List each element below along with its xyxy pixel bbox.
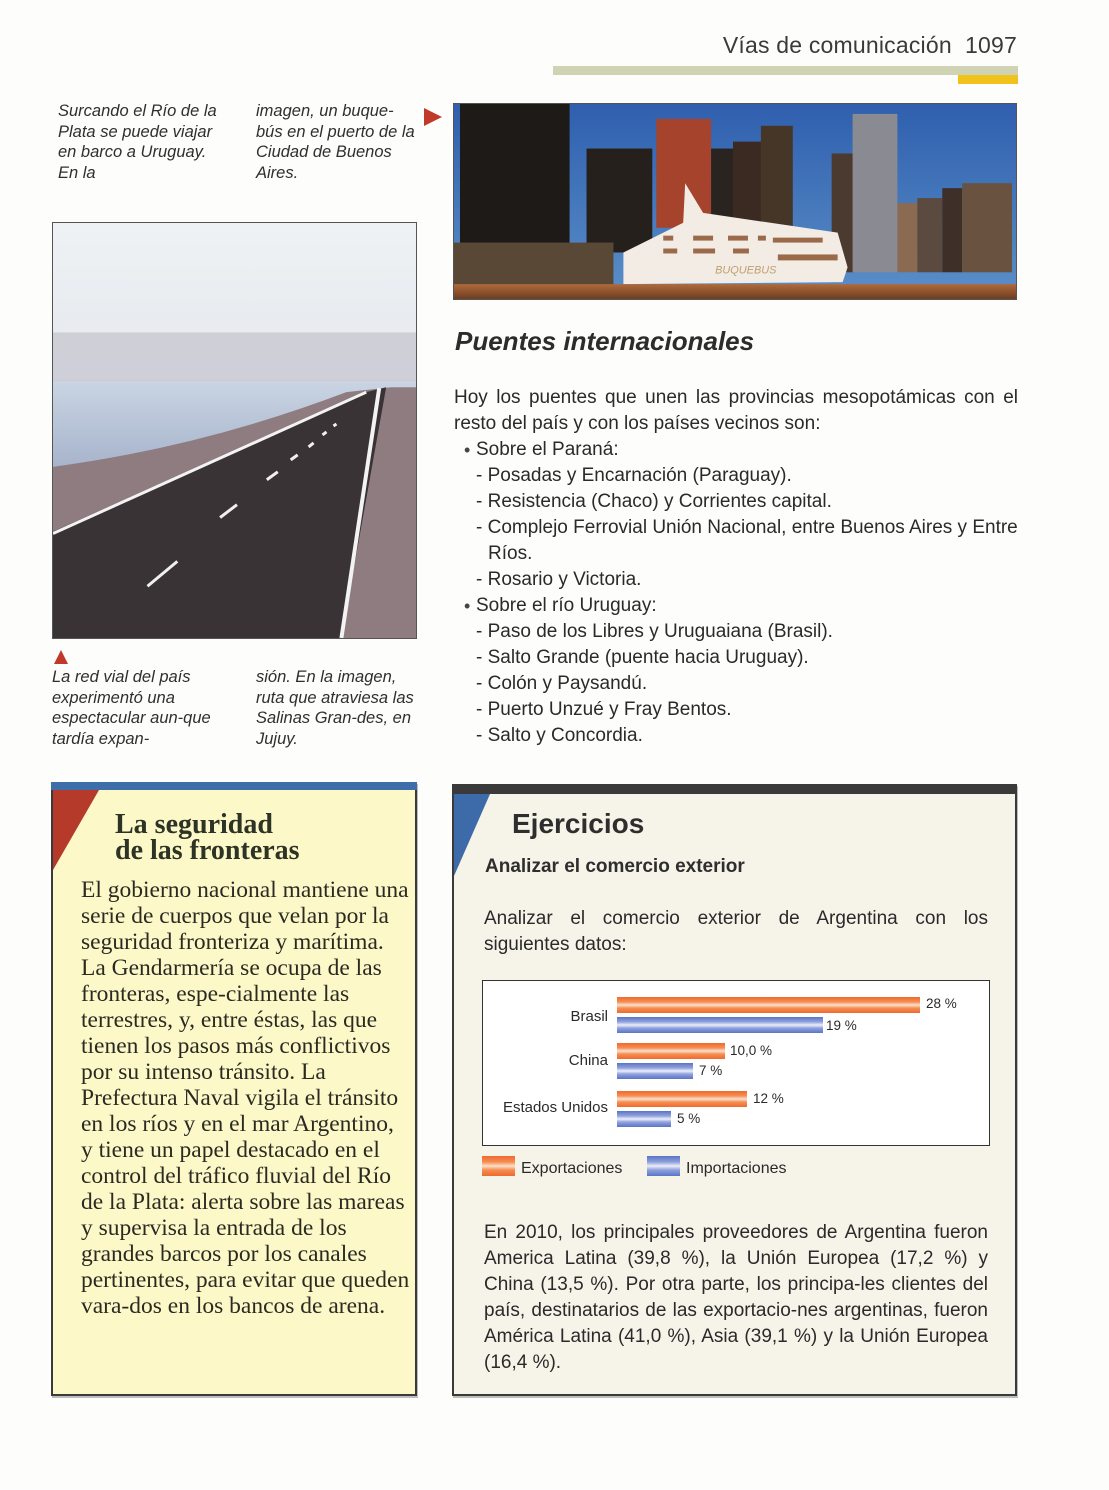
triangle-right-icon (424, 108, 442, 126)
road-caption-col1: La red vial del país experimentó una espectacular aun-que tardía expan- (52, 668, 211, 748)
road-caption-col2: sión. En la imagen, ruta que atraviesa las Salinas Gran-des, en Jujuy. (256, 668, 414, 748)
legend-label: Importaciones (686, 1160, 787, 1177)
legend-label: Exportaciones (521, 1160, 623, 1177)
box-title (115, 809, 300, 866)
exercise-box (452, 784, 1017, 1396)
puentes-intro: Hoy los puentes que unen las provincias mesopotámicas con el resto del país y con los países vecinos son: (454, 387, 1018, 434)
list-item: - Resistencia (Chaco) y Corrientes capital. (476, 491, 832, 512)
bar-brasil-exportaciones (617, 997, 920, 1013)
legend-swatch-blue (647, 1156, 680, 1176)
header-accent-bar (958, 75, 1018, 84)
section-heading-puentes: Puentes internacionales (455, 326, 755, 356)
exercise-title: Ejercicios (512, 808, 645, 839)
trade-bar-chart (482, 980, 990, 1146)
list-item: - Paso de los Libres y Uruguaiana (Brasil). (476, 621, 833, 642)
bar-value: 10,0 % (730, 1043, 773, 1058)
bar-china-exportaciones (617, 1043, 725, 1059)
list-item: - Colón y Paysandú. (476, 673, 648, 694)
header-rule (553, 66, 1018, 75)
list-item: - Salto Grande (puente hacia Uruguay). (476, 647, 809, 668)
legend-swatch-orange (482, 1156, 515, 1176)
bridges-list (454, 437, 1024, 749)
triangle-up-icon (54, 650, 68, 664)
bar-value: 7 % (699, 1063, 723, 1078)
bar-value: 12 % (753, 1091, 784, 1106)
box-corner-accent (53, 790, 99, 870)
running-head (723, 32, 1017, 59)
box-body-text: El gobierno nacional mantiene una serie de cuerpos que velan por la seguridad fronteriza y marítima. La Gendarmería se ocupa de las fronteras, espe-cialmente las terrestres, y, entre éstas, las que tienen los pasos más conflictivos por su intenso tránsito. La Prefectura Naval vigila el tránsito en los ríos y en el mar Argentino, y tiene un papel destacado en el control del tráfico fluvial del Río de la Plata: alerta sobre las mareas y supervisa la entrada de los grandes barcos por los canales pertinentes, para evitar que queden vara-dos en los bancos de arena. (81, 877, 410, 1319)
category-label-estados-unidos: Estados Unidos (502, 1099, 608, 1116)
bar-eeuu-exportaciones (617, 1091, 747, 1107)
bar-value: 5 % (677, 1111, 701, 1126)
list-item: - Puerto Unzué y Fray Bentos. (476, 699, 732, 720)
ferry-caption-col1: Surcando el Río de la Plata se puede viajar en barco a Uruguay. En la (58, 102, 217, 182)
road-photo (52, 222, 417, 639)
exercise-instruction: Analizar el comercio exterior de Argentina con los siguientes datos: (484, 908, 988, 955)
bar-brasil-importaciones (617, 1017, 823, 1033)
list-item: - Posadas y Encarnación (Paraguay). (476, 465, 792, 486)
list-item: - Salto y Concordia. (476, 725, 643, 746)
bar-value: 19 % (826, 1018, 857, 1033)
exercise-subtitle: Analizar el comercio exterior (485, 856, 745, 877)
sidebar-box-seguridad (51, 782, 417, 1396)
exercise-closing-text: En 2010, los principales proveedores de Argentina fueron America Latina (39,8 %), la Unión Europea (17,2 %) y China (13,5 %). Por otra parte, los principa-les clientes del país, destinatarios de las exportacio-nes argentinas, fueron América Latina (41,0 %), Asia (39,1 %) y la Unión Europea (16,4 %). (484, 1222, 988, 1373)
page-number: 1097 (965, 32, 1017, 58)
box-title-line1: La seguridad (115, 809, 273, 840)
category-label-china: China (568, 1052, 608, 1069)
list-item: - Complejo Ferrovial Unión Nacional, entre Buenos Aires y Entre Ríos. (476, 517, 1018, 564)
ferry-caption-col2: imagen, un buque-bús en el puerto de la Ciudad de Buenos Aires. (256, 102, 415, 182)
section-title: Vías de comunicación (722, 32, 952, 58)
bridges-group-uruguay: • Sobre el río Uruguay: (454, 593, 1024, 619)
bar-eeuu-importaciones (617, 1111, 671, 1127)
list-item: - Rosario y Victoria. (476, 569, 642, 590)
category-label-brasil: Brasil (570, 1008, 608, 1025)
bar-china-importaciones (617, 1063, 693, 1079)
box-top-bar (51, 782, 417, 790)
box-title-line2: de las fronteras (115, 835, 300, 866)
ferry-photo (453, 103, 1017, 300)
bar-value: 28 % (926, 996, 957, 1011)
bridges-group-parana: • Sobre el Paraná: (454, 437, 1024, 463)
svg-text:BUQUEBUS: BUQUEBUS (715, 264, 777, 277)
box-top-bar (452, 784, 1017, 794)
